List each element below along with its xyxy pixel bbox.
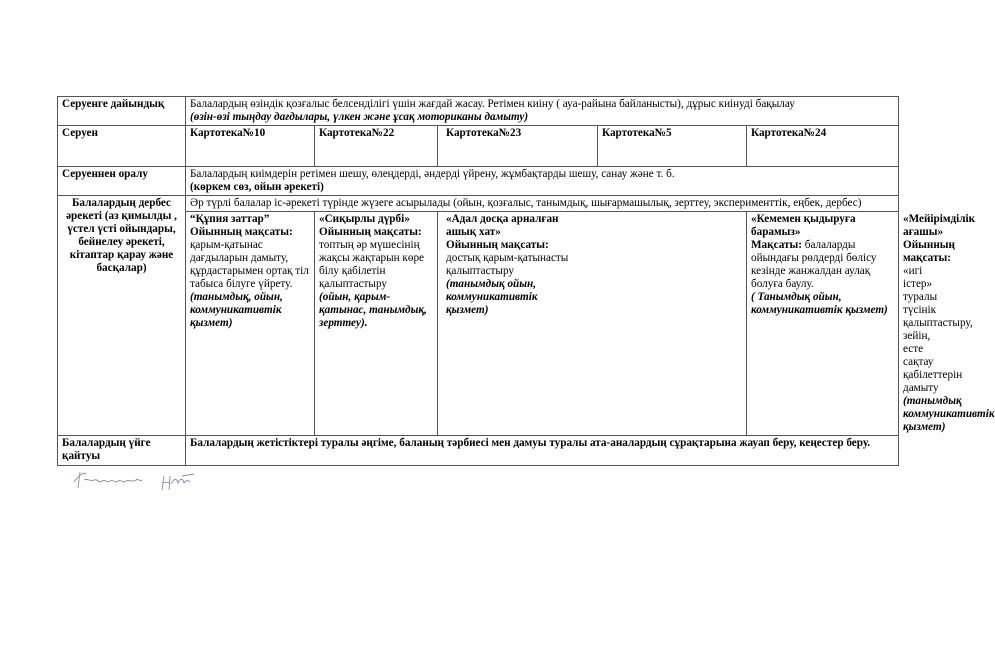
walk-prep-note: (өзін-өзі тыңдау дағдылары, үлкен және ұсақ моториканы дамыту) xyxy=(190,111,529,123)
return-text: Балалардың киімдерін ретімен шешу, өлеңдерді, әндерді үйрену, жұмбақтарды шешу, санау және т. б. xyxy=(190,168,675,180)
walk-prep-text: Балалардың өзіндік қозғалыс белсенділігі үшін жағдай жасау. Ретімен киіну ( ауа-райына байланысты), дұрыс киінуді бақылау xyxy=(190,98,795,110)
game-3-goal-label: Ойынның мақсаты: xyxy=(446,239,549,251)
walk-card-2: Картотека№22 xyxy=(315,126,438,167)
game-3-title: «Адал досқа арналған ашық хат» xyxy=(446,213,559,238)
row-home xyxy=(58,436,899,466)
game-1-goal: қарым-қатынас дағдыларын дамыту, құрдастарымен ортақ тіл табыса білуге үйрету. xyxy=(190,239,309,290)
home-text: Балалардың жетістіктері туралы әңгіме, баланың тәрбиесі мен дамуы туралы ата-аналардың сұрақтарына жауап беру, кеңестер беру. xyxy=(186,436,899,466)
game-2-title: «Сиқырлы дүрбі» xyxy=(319,213,410,225)
independent-label: Балалардың дербес әрекеті (аз қимылды , үстел үсті ойындары, бейнелеу әрекеті, кітаптар қарау және басқалар) xyxy=(58,196,186,436)
walk-label: Серуен xyxy=(58,126,186,167)
game-4-goal: балаларды ойындағы рөлдерді бөлісу кезінде жанжалдан аулақ болуға баулу. xyxy=(751,239,877,290)
walk-prep-label: Серуенге дайындық xyxy=(58,97,186,126)
return-label: Серуеннен оралу xyxy=(58,167,186,196)
row-return xyxy=(58,167,899,196)
game-cell-3 xyxy=(438,212,747,436)
walk-prep-cell xyxy=(186,97,899,126)
game-4-goal-label: Мақсаты: xyxy=(751,239,802,251)
home-label: Балалардың үйге қайтуы xyxy=(58,436,186,466)
game-1-title: “Құпия заттар” xyxy=(190,213,270,225)
independent-intro: Әр түрлі балалар іс-әрекеті түрінде жүзеге асырылады (ойын, қозғалыс, танымдық, шығармашылық, зерттеу, эксперименттік, еңбек, дербес) xyxy=(186,196,899,212)
game-1-goal-label: Ойынның мақсаты: xyxy=(190,226,293,238)
walk-card-5: Картотека№24 xyxy=(747,126,899,167)
row-walk xyxy=(58,126,899,167)
game-3-goal: достық қарым-қатынасты қалыптастыру xyxy=(446,252,569,277)
return-note: (көркем сөз, ойын әрекеті) xyxy=(190,181,324,193)
row-independent-games: “Құпия заттар” Ойынның мақсаты: қарым-қатынас дағдыларын дамыту, құрдастарымен ортақ тіл табыса білуге үйрету. (танымдық, ойын, коммуникативтік қызмет) «Сиқырлы дүрбі» Ойынның мақсаты: топтың әр мүшесінің жақсы жақтарын көре білу қабілетін қалыптастыру (ойын, қарым-қатынас, танымдық, зерттеу). «Адал досқа арналған ашық хат» Ойынның мақсаты: достық қарым-қатынасты қалыптастыру (танымдық ойын, коммуникативтік қызмет) «Кемемен қыдыруға барамыз» Мақсаты: балаларды ойындағы рөлдерді бөлісу кезінде жанжалдан аулақ болуға баулу. ( Танымдық ойын, коммуникативтік қызмет) «Мейірімділік ағашы» Ойынның мақсаты: «игі істер» туралы түсінік қалыптастыру, зейін, есте сақтау қабілеттерін дамыту (танымдық коммуникативтік қызмет) xyxy=(58,212,899,436)
game-3-note: (танымдық ойын, коммуникативтік қызмет) xyxy=(446,278,538,316)
handwritten-signature xyxy=(70,468,220,494)
row-independent-intro xyxy=(58,196,899,212)
game-2-goal: топтың әр мүшесінің жақсы жақтарын көре білу қабілетін қалыптастыру xyxy=(319,239,425,290)
return-cell xyxy=(186,167,899,196)
game-cell-1 xyxy=(186,212,315,436)
game-4-note: ( Танымдық ойын, коммуникативтік қызмет) xyxy=(751,291,888,316)
row-walk-prep xyxy=(58,97,899,126)
game-cell-2 xyxy=(315,212,438,436)
walk-card-1: Картотека№10 xyxy=(186,126,315,167)
game-4-title: «Кемемен қыдыруға барамыз» xyxy=(751,213,856,238)
daily-plan-table xyxy=(57,96,995,466)
walk-card-3: Картотека№23 xyxy=(438,126,598,167)
game-2-goal-label: Ойынның мақсаты: xyxy=(319,226,422,238)
game-cell-4 xyxy=(747,212,899,436)
game-1-note: (танымдық, ойын, коммуникативтік қызмет) xyxy=(190,291,283,329)
game-2-note: (ойын, қарым-қатынас, танымдық, зерттеу). xyxy=(319,291,427,329)
walk-card-4: Картотека№5 xyxy=(598,126,747,167)
